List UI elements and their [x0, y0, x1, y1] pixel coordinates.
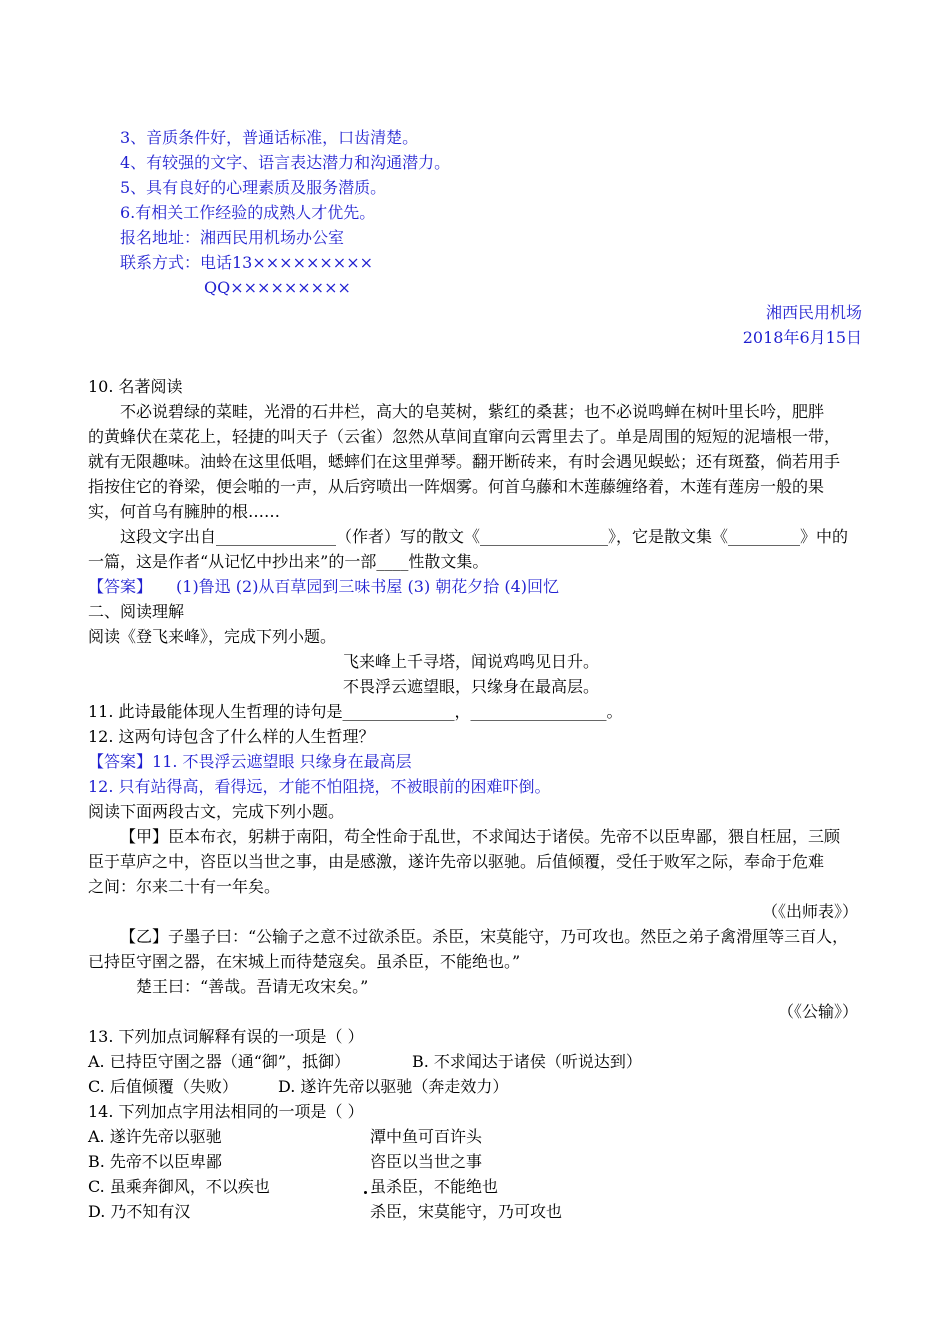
- notice-requirement-3: 3、音质条件好，普通话标准，口齿清楚。: [120, 128, 419, 147]
- q12: 12. 这两句诗包含了什么样的人生哲理？: [88, 727, 375, 746]
- notice-requirement-6: 6.有相关工作经验的成熟人才优先。: [120, 203, 376, 222]
- q14-option-b-left: B. 先帝不以臣卑鄙: [88, 1152, 222, 1171]
- notice-organization: 湘西民用机场: [765, 303, 862, 322]
- classical-instruction: 阅读下面两段古文，完成下列小题。: [88, 802, 345, 821]
- q10-answer: [88, 575, 559, 599]
- q14-option-b-right: 咨臣以当世之事: [370, 1152, 483, 1171]
- q13-option-c: C. 后值倾覆（失败）: [88, 1077, 238, 1096]
- answer-label: 【答案】: [88, 752, 153, 771]
- q10-passage-line: 就有无限趣味。油蛉在这里低唱，蟋蟀们在这里弹琴。翻开断砖来，有时会遇见蜈蚣；还有斑蝥，倘若用手: [88, 452, 841, 471]
- notice-requirement-4: 4、有较强的文字、语言表达潜力和沟通潜力。: [120, 153, 451, 172]
- q14-option-a-left: A. 遂许先帝以驱驰: [88, 1127, 222, 1146]
- notice-address: 报名地址：湘西民用机场办公室: [120, 228, 345, 247]
- q13-option-a: A. 已持臣守圉之器（通“御”，抵御）: [88, 1052, 351, 1071]
- q10-question-line: 这段文字出自_______________（作者）写的散文《________________》，它是散文集《_________》中的: [120, 527, 849, 546]
- q12-answer: 12. 只有站得高，看得远，才能不怕阻挠，不被眼前的困难吓倒。: [88, 777, 551, 796]
- q14-option-d-right: 杀臣，宋莫能守，乃可攻也: [370, 1202, 563, 1221]
- passage-yi-line: 已持臣守圉之器，在宋城上而待楚寇矣。虽杀臣，不能绝也。”: [88, 952, 521, 971]
- q14-option-c-right: 虽杀臣，不能绝也: [370, 1177, 499, 1196]
- q14-option-d-left: D. 乃不知有汉: [88, 1202, 191, 1221]
- q14-option-c-left: C. 虽乘奔御风，不以疾也: [88, 1177, 270, 1196]
- q11-answer: [88, 750, 412, 774]
- notice-contact-qq: QQ×××××××××: [204, 278, 351, 297]
- poem-line-1: 飞来峰上千寻塔，闻说鸡鸣见日升。: [343, 652, 600, 671]
- notice-date: 2018年6月15日: [742, 328, 862, 347]
- q13-option-b: B. 不求闻达于诸侯（听说达到）: [412, 1052, 642, 1071]
- poem-instruction: 阅读《登飞来峰》，完成下列小题。: [88, 627, 337, 646]
- passage-jia-line: 臣于草庐之中，咨臣以当世之事，由是感激，遂许先帝以驱驰。后值倾覆，受任于败军之际，奉命于危难: [88, 852, 825, 871]
- q11-answer-text: 11. 不畏浮云遮望眼 只缘身在最高层: [152, 752, 412, 771]
- passage-jia-line: 之间：尔来二十有一年矣。: [88, 877, 281, 896]
- q13: 13. 下列加点词解释有误的一项是（ ）: [88, 1027, 364, 1046]
- q14: 14. 下列加点字用法相同的一项是（ ）: [88, 1102, 364, 1121]
- q13-option-d: D. 遂许先帝以驱驰（奔走效力）: [278, 1077, 509, 1096]
- source-chushibiao: （《出师表》）: [761, 902, 858, 921]
- q10-answer-text: (1)鲁迅 (2)从百草园到三味书屋 (3) 朝花夕拾 (4)回忆: [176, 577, 560, 596]
- emphasis-dot-mark: [364, 1191, 367, 1194]
- q14-option-a-right: 潭中鱼可百许头: [370, 1127, 483, 1146]
- section-title: 二、阅读理解: [88, 602, 185, 621]
- q10-title: 10. 名著阅读: [88, 377, 183, 396]
- q10-passage-line: 指按住它的脊梁，便会啪的一声，从后窍喷出一阵烟雾。何首乌藤和木莲藤缠络着，木莲有莲房一般的果: [88, 477, 825, 496]
- q10-passage-line: 实，何首乌有臃肿的根……: [88, 502, 281, 521]
- q10-passage-line: 的黄蜂伏在菜花上，轻捷的叫天子（云雀）忽然从草间直窜向云霄里去了。单是周围的短短的泥墙根一带，: [88, 427, 841, 446]
- q10-passage-line: 不必说碧绿的菜畦，光滑的石井栏，高大的皂荚树，紫红的桑葚；也不必说鸣蝉在树叶里长吟，肥胖: [120, 402, 825, 421]
- q10-question-line: 一篇，这是作者“从记忆中抄出来”的一部____性散文集。: [88, 552, 489, 571]
- passage-jia-line: 【甲】臣本布衣，躬耕于南阳，苟全性命于乱世，不求闻达于诸侯。先帝不以臣卑鄙，猥自枉屈，三顾: [120, 827, 841, 846]
- q11: 11. 此诗最能体现人生哲理的诗句是______________，_________________。: [88, 702, 623, 721]
- poem-line-2: 不畏浮云遮望眼，只缘身在最高层。: [343, 677, 600, 696]
- notice-contact-phone: 联系方式：电话13×××××××××: [120, 253, 374, 272]
- passage-yi-line: 楚王曰：“善哉。吾请无攻宋矣。”: [136, 977, 369, 996]
- notice-requirement-5: 5、具有良好的心理素质及服务潜质。: [120, 178, 387, 197]
- source-gongshu: （《公输》）: [777, 1002, 858, 1021]
- answer-label: 【答案】: [88, 577, 153, 596]
- passage-yi-line: 【乙】子墨子曰：“公输子之意不过欲杀臣。杀臣，宋莫能守，乃可攻也。然臣之弟子禽滑厘等三百人，: [120, 927, 849, 946]
